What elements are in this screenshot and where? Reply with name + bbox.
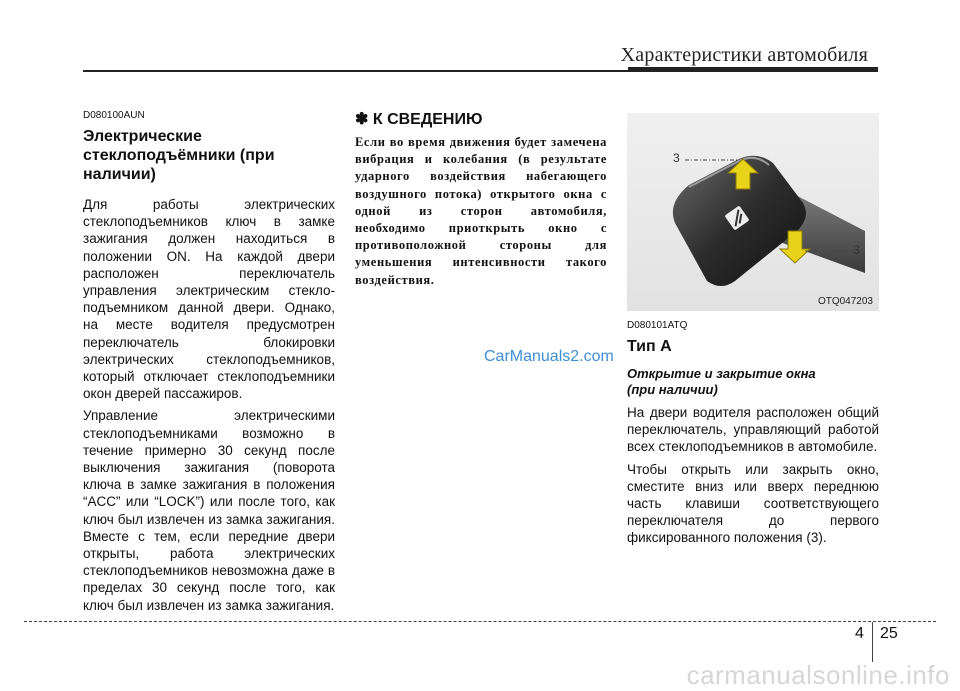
window-switch-illustration bbox=[627, 113, 879, 311]
section-title-line: наличии) bbox=[83, 166, 156, 183]
paragraph: Для работы электрических стеклоподъемников ключ в замке зажигания должен находиться в положении ON. На каждой двери расположен переключатель управления электрическим стекло-подъемником данной двери. Однако, на месте водителя предусмотрен переключатель блокировки электрических стеклоподъемников, который отключает стеклоподъемники окон дверей пассажиров. bbox=[83, 197, 335, 402]
page-number: 25 bbox=[880, 625, 898, 642]
paragraph: На двери водителя расположен общий переключатель, управляющий работой всех стеклоподъемников в автомобиле. bbox=[627, 405, 879, 455]
paragraph: Чтобы открыть или закрыть окно, сместите вниз или вверх переднюю часть клавиши соответствующего переключателя до первого фиксированного положения (3). bbox=[627, 461, 879, 546]
subtitle-line: (при наличии) bbox=[627, 382, 718, 397]
column-window-intro bbox=[83, 110, 335, 619]
window-switch-figure bbox=[627, 113, 879, 311]
section-title-line: стеклоподъёмники (при bbox=[83, 147, 275, 164]
column-type-a bbox=[627, 320, 879, 552]
figure-code: OTQ047203 bbox=[817, 296, 873, 307]
callout-label-up: 3 bbox=[673, 151, 680, 165]
subtitle-line: Открытие и закрытие окна bbox=[627, 366, 816, 381]
section-code: D080100AUN bbox=[83, 110, 145, 121]
section-number: 4 bbox=[855, 625, 864, 642]
header-title: Характеристики автомобиля bbox=[620, 44, 868, 66]
note-box bbox=[355, 110, 607, 289]
page-number-separator bbox=[872, 622, 873, 662]
note-title: ✽ К СВЕДЕНИЮ bbox=[355, 111, 483, 128]
paragraph: Управление электрическими стеклоподъемниками возможно в течение примерно 30 секунд после выключения зажигания (поворота ключа в замке зажигания в положения “ACC” или “LOCK”) или после того, как ключ был извлечен из замка зажигания. Вместе с тем, если передние двери открыты, работа электрических стеклоподъемников невозможна даже в пределах 30 секунд после того, как ключ был извлечен из замка зажигания. bbox=[83, 408, 335, 613]
section-title bbox=[83, 127, 335, 184]
note-text: Если во время движения будет замечена вибрация и колебания (в результате ударного воздействия набегающего воздушного потока) открытого окна с одной из сторон автомобиля, необходимо приоткрыть окно с противоположной стороны для уменьшения интенсивности такого воздействия. bbox=[355, 135, 607, 287]
header-rule-accent bbox=[628, 67, 878, 72]
callout-label-down: 3 bbox=[853, 243, 860, 257]
section-code: D080101ATQ bbox=[627, 320, 688, 331]
footer-rule bbox=[24, 621, 936, 622]
section-subtitle bbox=[627, 366, 879, 398]
footer-watermark[interactable]: carmanualsonline.info bbox=[686, 660, 950, 690]
section-title: Тип A bbox=[627, 338, 672, 355]
watermark[interactable]: CarManuals2.com bbox=[484, 348, 614, 365]
section-title-line: Электрические bbox=[83, 128, 202, 145]
